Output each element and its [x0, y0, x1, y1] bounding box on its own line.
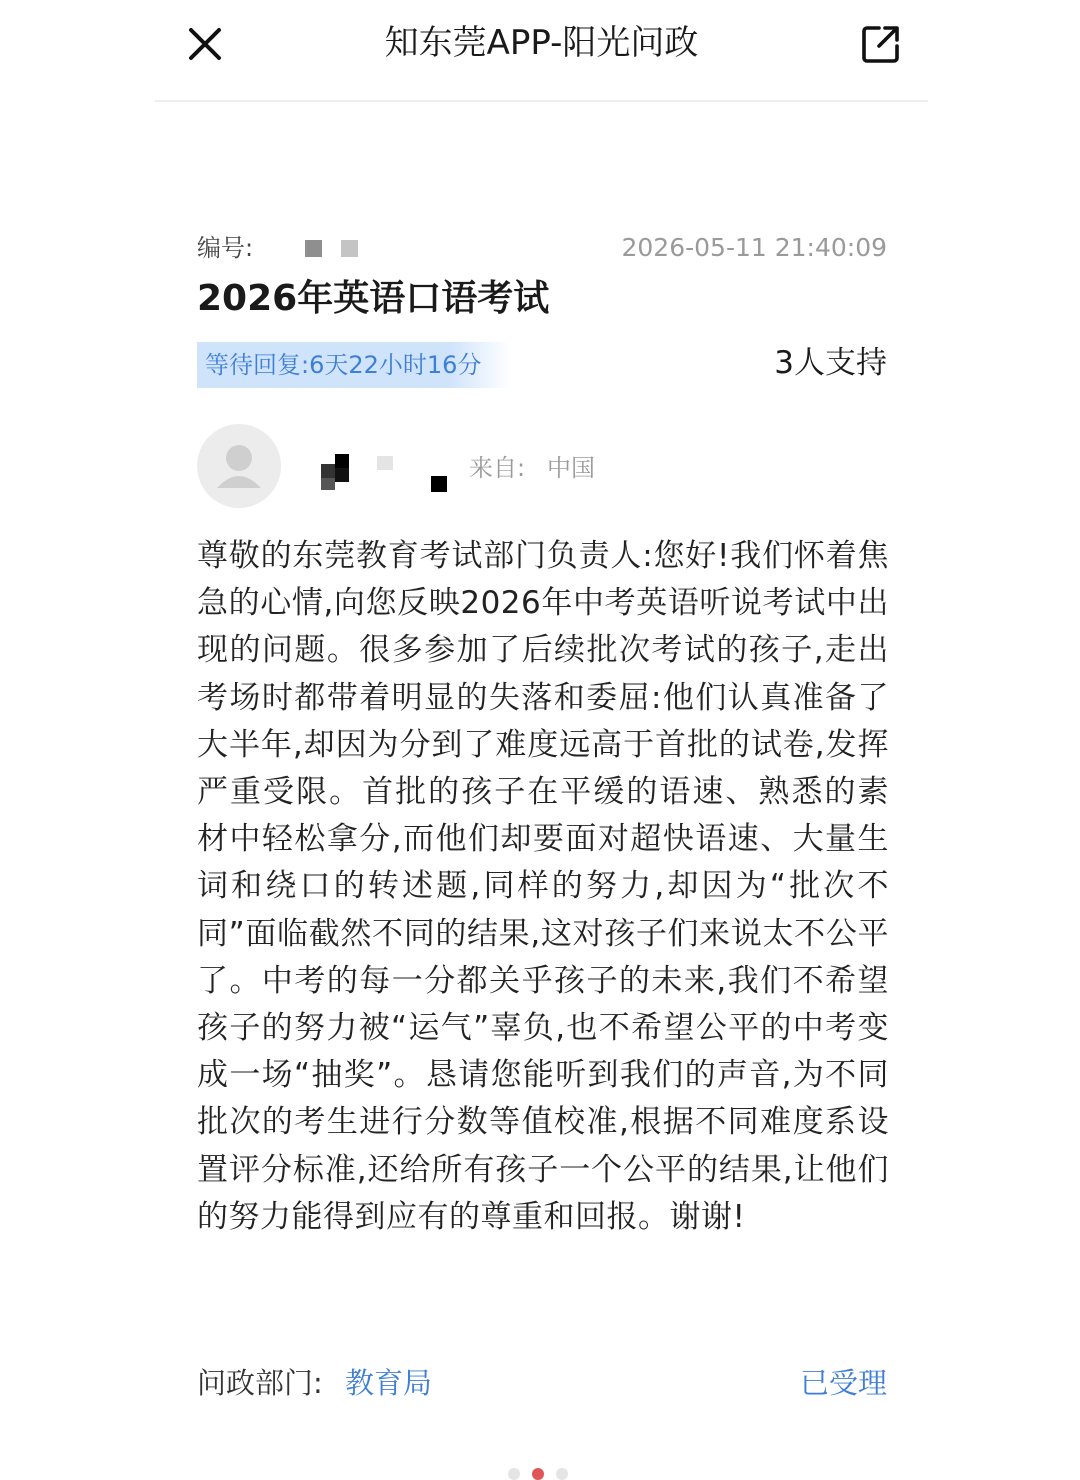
- department-row: [197, 1360, 887, 1406]
- share-external-icon[interactable]: [859, 22, 903, 66]
- page-dot: [508, 1468, 520, 1480]
- post-title: 2026年英语口语考试: [197, 278, 550, 319]
- author-name-redacted: [321, 454, 461, 494]
- user-placeholder-icon: [197, 424, 281, 508]
- page-title: 知东莞APP-阳光问政: [384, 23, 699, 63]
- from-label: 来自:: [469, 454, 526, 482]
- avatar: [197, 424, 281, 508]
- post-id-label: 编号:: [197, 234, 254, 262]
- department-link[interactable]: 教育局: [345, 1366, 433, 1400]
- post-timestamp: 2026-05-11 21:40:09: [621, 233, 887, 262]
- status-badge: 已受理: [799, 1366, 887, 1400]
- waiting-reply-badge: 等待回复:6天22小时16分: [197, 342, 511, 388]
- from-value: 中国: [547, 454, 595, 482]
- post-meta: [197, 228, 887, 268]
- top-bar: [155, 0, 928, 102]
- post-id-redacted: [305, 240, 361, 258]
- page-dot-active: [532, 1468, 544, 1480]
- support-count[interactable]: 3人支持: [774, 345, 887, 381]
- post-body: 尊敬的东莞教育考试部门负责人:您好!我们怀着焦急的心情,向您反映2026年中考英语听说考试中出现的问题。很多参加了后续批次考试的孩子,走出考场时都带着明显的失落和委屈:他们认真准备了大半年,却因为分到了难度远高于首批的试卷,发挥严重受限。首批的孩子在平缓的语速、熟悉的素材中轻松拿分,而他们却要面对超快语速、大量生词和绕口的转述题,同样的努力,却因为“批次不同”面临截然不同的结果,这对孩子们来说太不公平了。中考的每一分都关乎孩子的未来,我们不希望孩子的努力被“运气”辜负,也不希望公平的中考变成一场“抽奖”。恳请您能听到我们的声音,为不同批次的考生进行分数等值校准,根据不同难度系设置评分标准,还给所有孩子一个公平的结果,让他们的努力能得到应有的尊重和回报。谢谢!: [197, 538, 889, 1235]
- department-label: 问政部门:: [197, 1366, 323, 1400]
- page-dot: [556, 1468, 568, 1480]
- status-row: [197, 340, 887, 394]
- author-row: [197, 424, 887, 510]
- page-indicator: [500, 1468, 580, 1476]
